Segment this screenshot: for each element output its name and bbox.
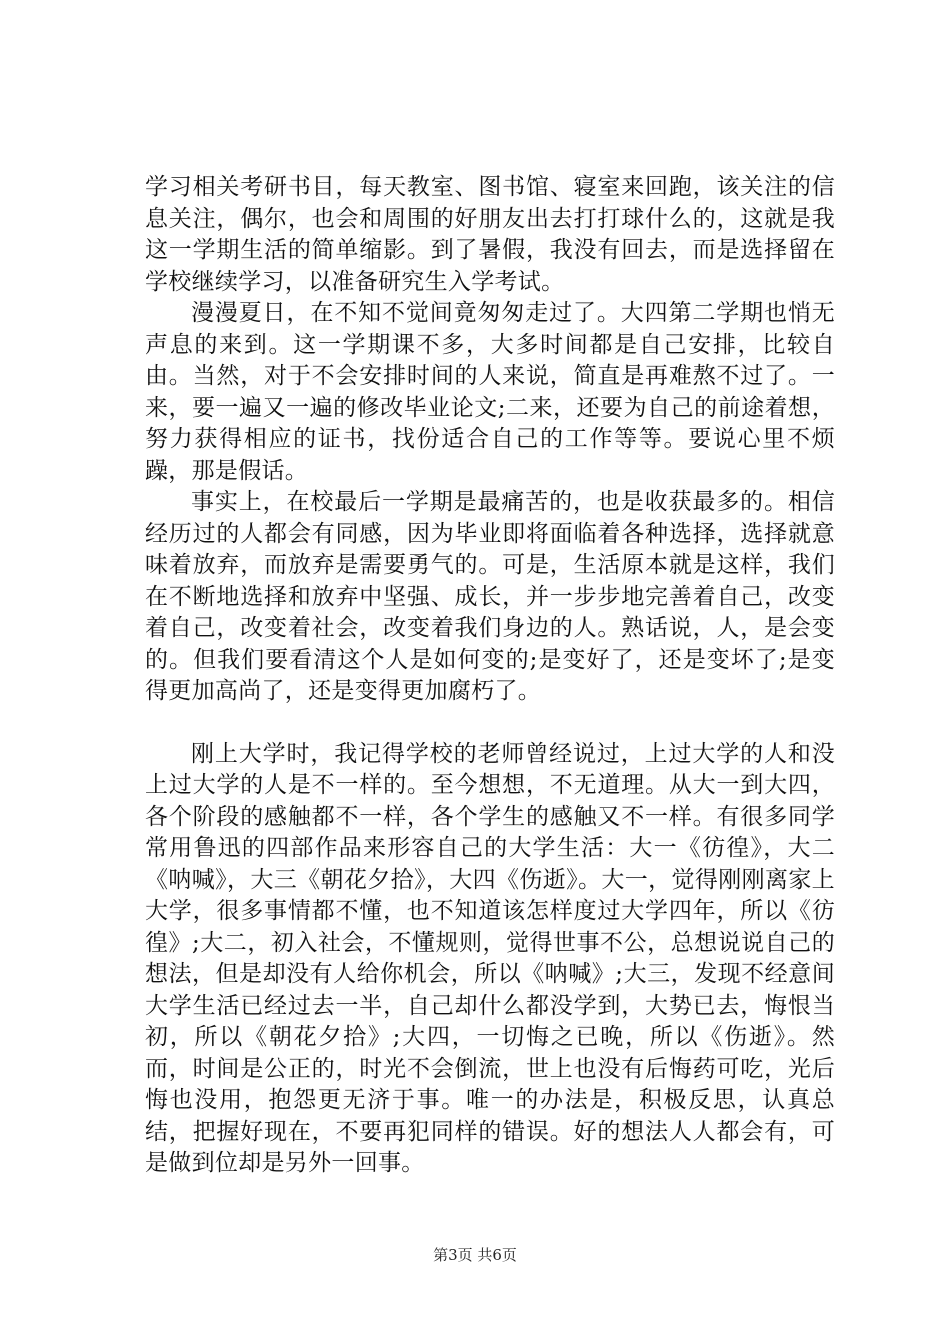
document-body	[145, 172, 835, 1180]
paragraph-summer: 漫漫夏日，在不知不觉间竟匆匆走过了。大四第二学期也悄无声息的来到。这一学期课不多，大多时间都是自己安排，比较自由。当然，对于不会安排时间的人来说，简直是再难熬不过了。一来，要一遍又一遍的修改毕业论文;二来，还要为自己的前途着想，努力获得相应的证书，找份适合自己的工作等等。要说心里不烦躁，那是假话。	[145, 300, 835, 484]
page-number-footer: 第3页 共6页	[433, 1246, 517, 1264]
paragraph-last-semester: 事实上，在校最后一学期是最痛苦的，也是收获最多的。相信经历过的人都会有同感，因为毕业即将面临着各种选择，选择就意味着放弃，而放弃是需要勇气的。可是，生活原本就是这样，我们在不断地选择和放弃中坚强、成长，并一步步地完善着自己，改变着自己，改变着社会，改变着我们身边的人。熟话说，人，是会变的。但我们要看清这个人是如何变的;是变好了，还是变坏了;是变得更加高尚了，还是变得更加腐朽了。	[145, 489, 835, 704]
paragraph-continuation: 学习相关考研书目，每天教室、图书馆、寝室来回跑，该关注的信息关注，偶尔，也会和周围的好朋友出去打打球什么的，这就是我这一学期生活的简单缩影。到了暑假，我没有回去，而是选择留在学校继续学习，以准备研究生入学考试。	[145, 174, 835, 295]
paragraph-university-life: 刚上大学时，我记得学校的老师曾经说过，上过大学的人和没上过大学的人是不一样的。至今想想，不无道理。从大一到大四，各个阶段的感触都不一样，各个学生的感触又不一样。有很多同学常用鲁迅的四部作品来形容自己的大学生活：大一《彷徨》，大二《呐喊》，大三《朝花夕拾》，大四《伤逝》。大一，觉得刚刚离家上大学，很多事情都不懂，也不知道该怎样度过大学四年，所以《彷徨》;大二，初入社会，不懂规则，觉得世事不公，总想说说自己的想法，但是却没有人给你机会，所以《呐喊》;大三，发现不经意间大学生活已经过去一半，自己却什么都没学到，大势已去，悔恨当初，所以《朝花夕拾》;大四，一切悔之已晚，所以《伤逝》。然而，时间是公正的，时光不会倒流，世上也没有后悔药可吃，光后悔也没用，抱怨更无济于事。唯一的办法是，积极反思，认真总结，把握好现在，不要再犯同样的错误。好的想法人人都会有，可是做到位却是另外一回事。	[145, 740, 835, 1176]
